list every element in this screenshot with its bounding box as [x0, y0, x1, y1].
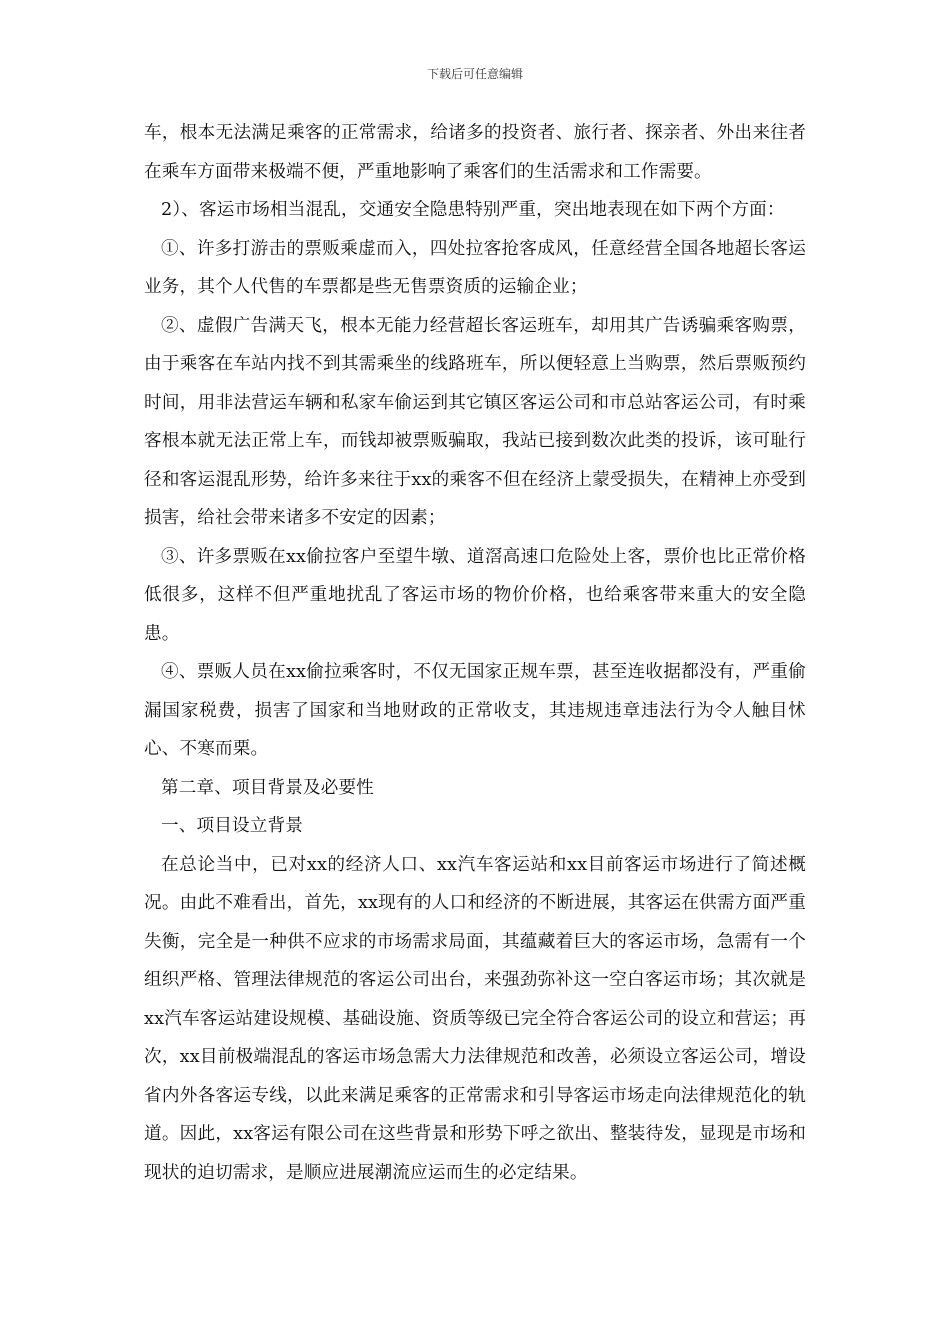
paragraph-item-4: ④、票贩人员在xx偷拉乘客时，不仅无国家正规车票，甚至连收据都没有，严重偷漏国家税费，损害了国家和当地财政的正常收支，其违规违章违法行为令人触目怵心、不寒而栗。: [144, 662, 806, 759]
paragraph-item-1: ①、许多打游击的票贩乘虚而入，四处拉客抢客成风，任意经营全国各地超长客运业务，其个人代售的车票都是些无售票资质的运输企业；: [144, 238, 806, 297]
section-heading: 一、项目设立背景: [161, 816, 303, 836]
paragraph-background: 在总论当中，已对xx的经济人口、xx汽车客运站和xx目前客运市场进行了简述概况。由此不难看出，首先，xx现有的人口和经济的不断进展，其客运在供需方面严重失衡，完全是一种供不应求的市场需求局面，其蕴藏着巨大的客运市场，急需有一个组织严格、管理法律规范的客运公司出台，来强劲弥补这一空白客运市场；其次就是xx汽车客运站建设规模、基础设施、资质等级已完全符合客运公司的设立和营运；再次，xx目前极端混乱的客运市场急需大力法律规范和改善，必须设立客运公司，增设省内外各客运专线，以此来满足乘客的正常需求和引导客运市场走向法律规范化的轨道。因此，xx客运有限公司在这些背景和形势下呼之欲出、整装待发，显现是市场和现状的迫切需求，是顺应进展潮流应运而生的必定结果。: [144, 854, 806, 1183]
paragraph-item-3: ③、许多票贩在xx偷拉客户至望牛墩、道滘高速口危险处上客，票价也比正常价格低很多，这样不但严重地扰乱了客运市场的物价价格，也给乘客带来重大的安全隐患。: [144, 546, 806, 644]
page-header: 下载后可任意编辑: [426, 67, 523, 81]
chapter-heading: 第二章、项目背景及必要性: [161, 777, 374, 798]
paragraph-item-2: ②、虚假广告满天飞，根本无能力经营超长客运班车，却用其广告诱骗乘客购票，由于乘客在车站内找不到其需乘坐的线路班车，所以便轻意上当购票，然后票贩预约时间，用非法营运车辆和私家车偷运到其它镇区客运公司和市总站客运公司，有时乘客根本就无法正常上车，而钱却被票贩骗取，我站已接到数次此类的投诉，该可耻行径和客运混乱形势，给许多来往于xx的乘客不但在经济上蒙受损失，在精神上亦受到损害，给社会带来诸多不安定的因素；: [144, 315, 806, 528]
paragraph-point-2: 2）、客运市场相当混乱，交通安全隐患特别严重，突出地表现在如下两个方面：: [161, 200, 785, 220]
document-body: [144, 114, 806, 1192]
paragraph-continuation: 车，根本无法满足乘客的正常需求，给诸多的投资者、旅行者、探亲者、外出来往者在乘车方面带来极端不便，严重地影响了乘客们的生活需求和工作需要。: [144, 123, 806, 182]
